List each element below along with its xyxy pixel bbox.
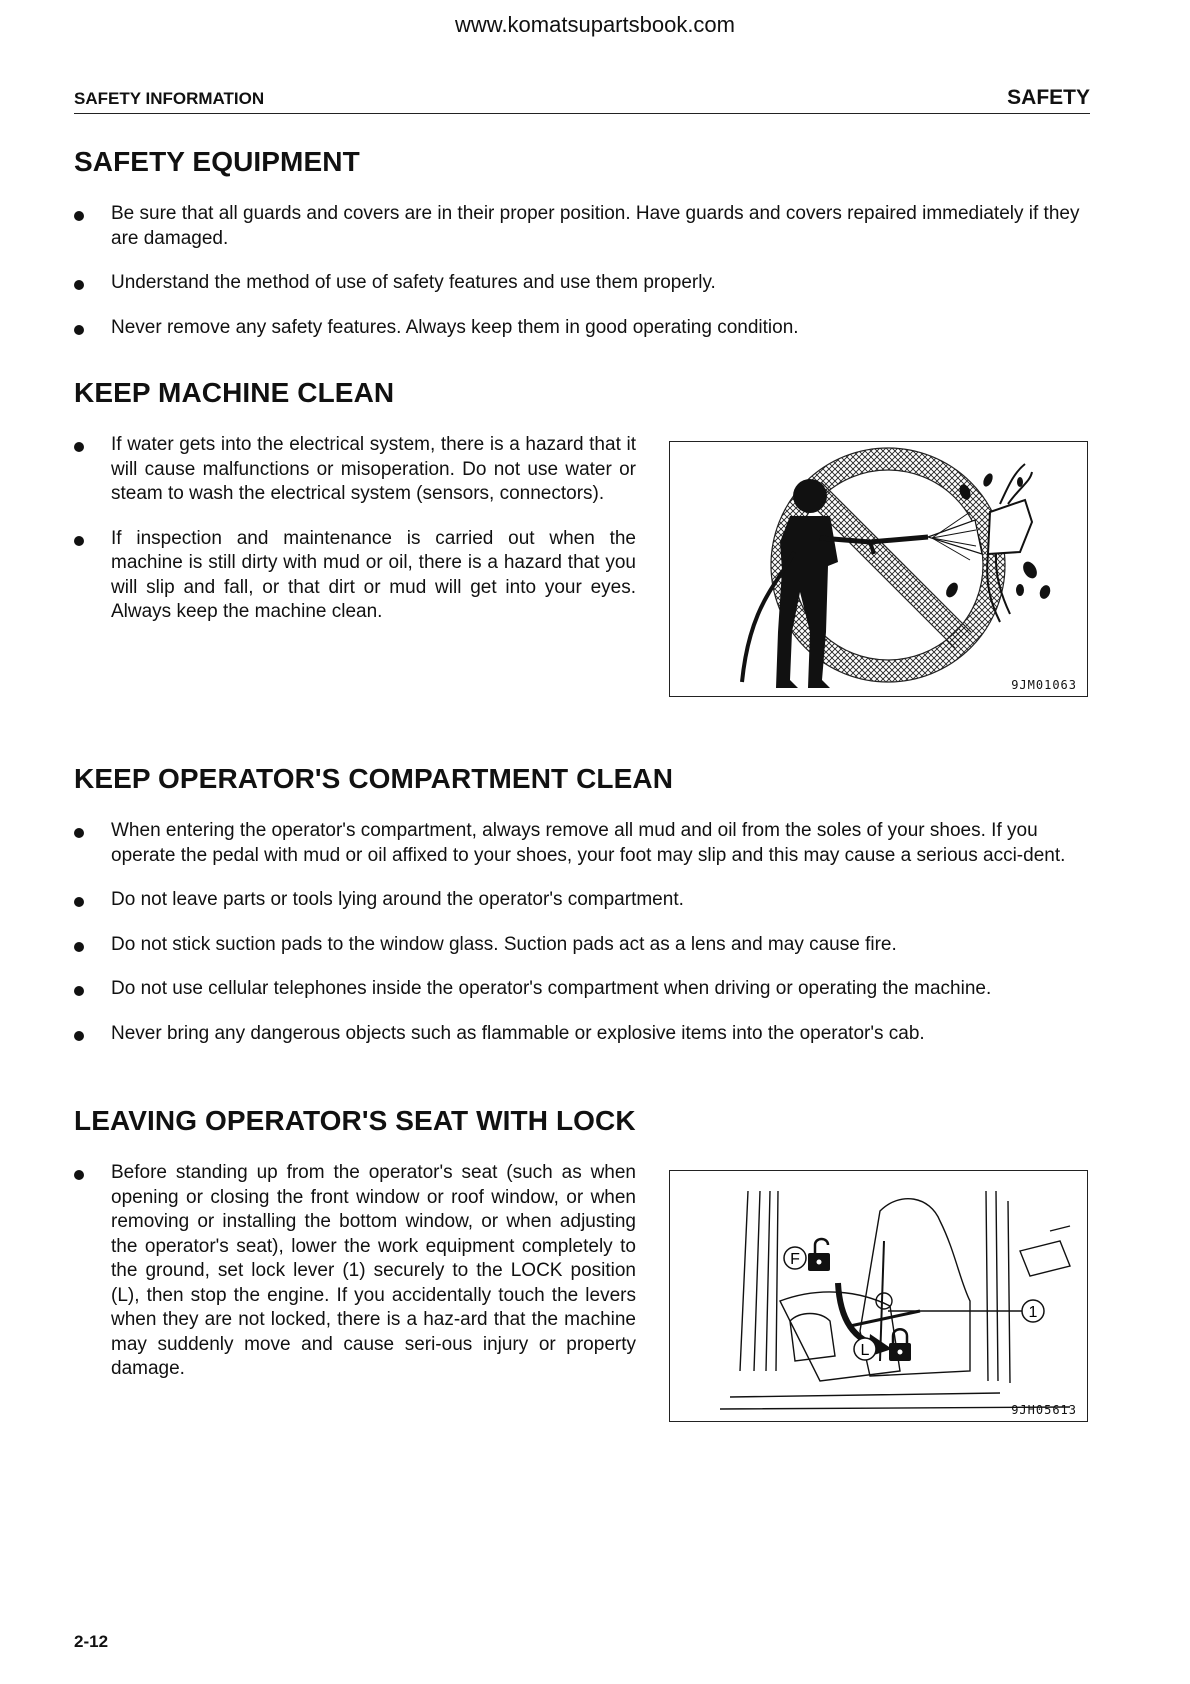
section-title-leaving-seat-with-lock: LEAVING OPERATOR'S SEAT WITH LOCK [74,1105,636,1136]
bullet-icon [74,1170,84,1180]
prohibition-slash [813,490,963,640]
figure-code: 9JH05613 [1011,1403,1077,1417]
unlocked-padlock-icon [808,1239,830,1271]
safety-equipment-list [74,202,1090,360]
list-item: Do not stick suction pads to the window glass. Suction pads act as a lens and may cause fire. [74,933,1090,958]
list-item: Do not leave parts or tools lying around the operator's compartment. [74,888,1090,913]
no-water-wash-illustration [669,441,1088,697]
header-rule [74,113,1090,114]
bullet-icon [74,280,84,290]
list-item: If water gets into the electrical system, there is a hazard that it will cause malfunctions or misoperation. Do not use water or steam to wash the electrical system (sensors, connectors). [74,433,636,507]
figure-code: 9JM01063 [1011,678,1077,692]
bullet-icon [74,536,84,546]
section-title-safety-equipment: SAFETY EQUIPMENT [74,146,360,177]
label-lock-position: L [860,1342,870,1359]
leaving-seat-list [74,1161,636,1402]
bullet-icon [74,442,84,452]
label-free-position: F [790,1251,800,1268]
person-head [793,479,827,513]
section-title-keep-compartment-clean: KEEP OPERATOR'S COMPARTMENT CLEAN [74,763,674,794]
list-item: Do not use cellular telephones inside the operator's compartment when driving or operating the machine. [74,977,1090,1002]
label-lock-lever: 1 [1028,1304,1038,1321]
header-section-label: SAFETY INFORMATION [74,89,265,108]
no-water-wash-drawing [670,442,1087,696]
bullet-icon [74,897,84,907]
header-chapter-label: SAFETY [1007,86,1090,109]
bullet-icon [74,211,84,221]
bullet-icon [74,986,84,996]
list-item: Be sure that all guards and covers are in their proper position. Have guards and covers repaired immediately if they are damaged. [74,202,1090,251]
page-number: 2-12 [74,1632,109,1651]
list-item: If inspection and maintenance is carried out when the machine is still dirty with mud or oil, there is a hazard that you will slip and fall, or that dirt or mud will get into your eyes. Always keep the machine clean. [74,527,636,625]
list-item: Understand the method of use of safety features and use them properly. [74,271,1090,296]
lock-lever-illustration [669,1170,1088,1422]
list-item: Before standing up from the operator's seat (such as when opening or closing the front window or roof window, or when removing or installing the bottom window, or when adjusting the operator's seat), lower the work equipment completely to the ground, set lock lever (1) securely to the LOCK position (L), then stop the engine. If you accidentally touch the levers when they are not locked, there is a haz-ard that the machine may suddenly move and cause seri-ous injury or property damage. [74,1161,636,1382]
lock-lever-drawing [670,1171,1087,1421]
locked-padlock-icon [889,1329,911,1361]
bullet-icon [74,325,84,335]
bullet-icon [74,828,84,838]
list-item: Never remove any safety features. Always keep them in good operating condition. [74,316,1090,341]
keep-machine-clean-list [74,433,636,645]
keep-compartment-clean-list [74,819,1090,1066]
bullet-icon [74,1031,84,1041]
section-title-keep-machine-clean: KEEP MACHINE CLEAN [74,377,395,408]
list-item: Never bring any dangerous objects such as flammable or explosive items into the operator's cab. [74,1022,1090,1047]
site-url: www.komatsupartsbook.com [455,12,735,37]
list-item: When entering the operator's compartment, always remove all mud and oil from the soles of your shoes. If you operate the pedal with mud or oil affixed to your shoes, your foot may slip and this may cause a serious acci-dent. [74,819,1090,868]
bullet-icon [74,942,84,952]
